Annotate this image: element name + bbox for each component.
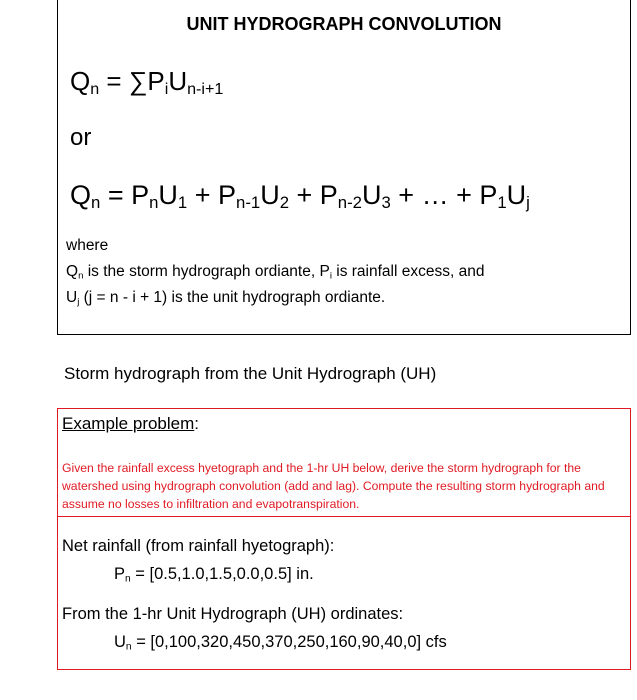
eq2-sub: n-2 [337, 193, 362, 213]
pn-values: = [0.5,1.0,1.5,0.0,0.5] in. [130, 565, 314, 583]
convolution-sum-equation [70, 66, 223, 97]
eq2-sub: 1 [177, 193, 188, 213]
def-q-text: is the storm hydrograph ordiante, P [83, 263, 330, 280]
eq2-term: U [361, 180, 382, 210]
def-p-sub: i [329, 270, 332, 282]
page-title: UNIT HYDROGRAPH CONVOLUTION [186, 14, 502, 34]
or-text: or [70, 124, 92, 151]
def-q-sub: n [78, 270, 84, 282]
eq2-term: + … + P [390, 180, 498, 210]
formula-box [57, 0, 631, 335]
eq2-sub: n [91, 193, 101, 213]
eq2-term: Q [70, 180, 92, 210]
pn-sub: n [125, 573, 131, 585]
expanded-equation [70, 180, 530, 211]
eq1-rhs1: = ∑P [99, 66, 165, 96]
eq2-sub: n-1 [236, 193, 261, 213]
eq2-term: U [158, 180, 178, 210]
example-divider [58, 516, 630, 517]
un-values: = [0,100,320,450,370,250,160,90,40,0] cfs [131, 633, 447, 651]
def-u: U [66, 289, 78, 306]
eq2-term: + P [187, 180, 237, 210]
eq1-p-sub: i [164, 80, 169, 99]
eq2-sub: j [526, 193, 530, 213]
eq1-q: Q [70, 66, 91, 96]
eq2-sub: 1 [497, 193, 507, 213]
rainfall-values [114, 565, 314, 584]
eq2-sub: 3 [381, 193, 391, 213]
def-q: Q [66, 263, 79, 280]
eq2-term: = P [100, 180, 150, 210]
section-label: Storm hydrograph from the Unit Hydrograph (UH) [64, 364, 437, 383]
example-heading [62, 414, 199, 434]
eq2-sub: n [149, 193, 159, 213]
example-heading-text: Example problem [62, 414, 195, 433]
definitions [66, 233, 484, 311]
def-u-text: (j = n - i + 1) is the unit hydrograph ordiante. [79, 289, 386, 306]
def-p-text: is rainfall excess, and [331, 263, 485, 280]
eq2-term: U [506, 180, 527, 210]
uh-label: From the 1-hr Unit Hydrograph (UH) ordinates: [62, 605, 404, 623]
eq1-q-sub: n [90, 80, 100, 99]
example-heading-colon: : [194, 414, 200, 433]
eq2-sub: 2 [279, 193, 290, 213]
uh-values [114, 633, 447, 652]
net-rainfall-label: Net rainfall (from rainfall hyetograph): [62, 537, 335, 555]
eq2-term: + P [289, 180, 338, 210]
example-box [57, 408, 631, 670]
eq1-u-sub: n-i+1 [187, 80, 224, 99]
eq2-term: U [260, 180, 280, 210]
where-text: where [66, 237, 109, 254]
definition-u [66, 285, 484, 311]
eq1-rhs2: U [168, 66, 188, 96]
example-description: Given the rainfall excess hyetograph and the 1-hr UH below, derive the storm hydrograph for the watershed using hydrograph convolution (add and lag). Compute the resulting storm hydrograph and assume no losses to infiltration and evapotranspiration. [62, 461, 605, 511]
def-u-sub: j [77, 296, 80, 308]
un-symbol: U [114, 633, 126, 651]
un-sub: n [125, 641, 132, 653]
definition-q-p [66, 259, 484, 285]
pn-symbol: P [114, 565, 126, 583]
